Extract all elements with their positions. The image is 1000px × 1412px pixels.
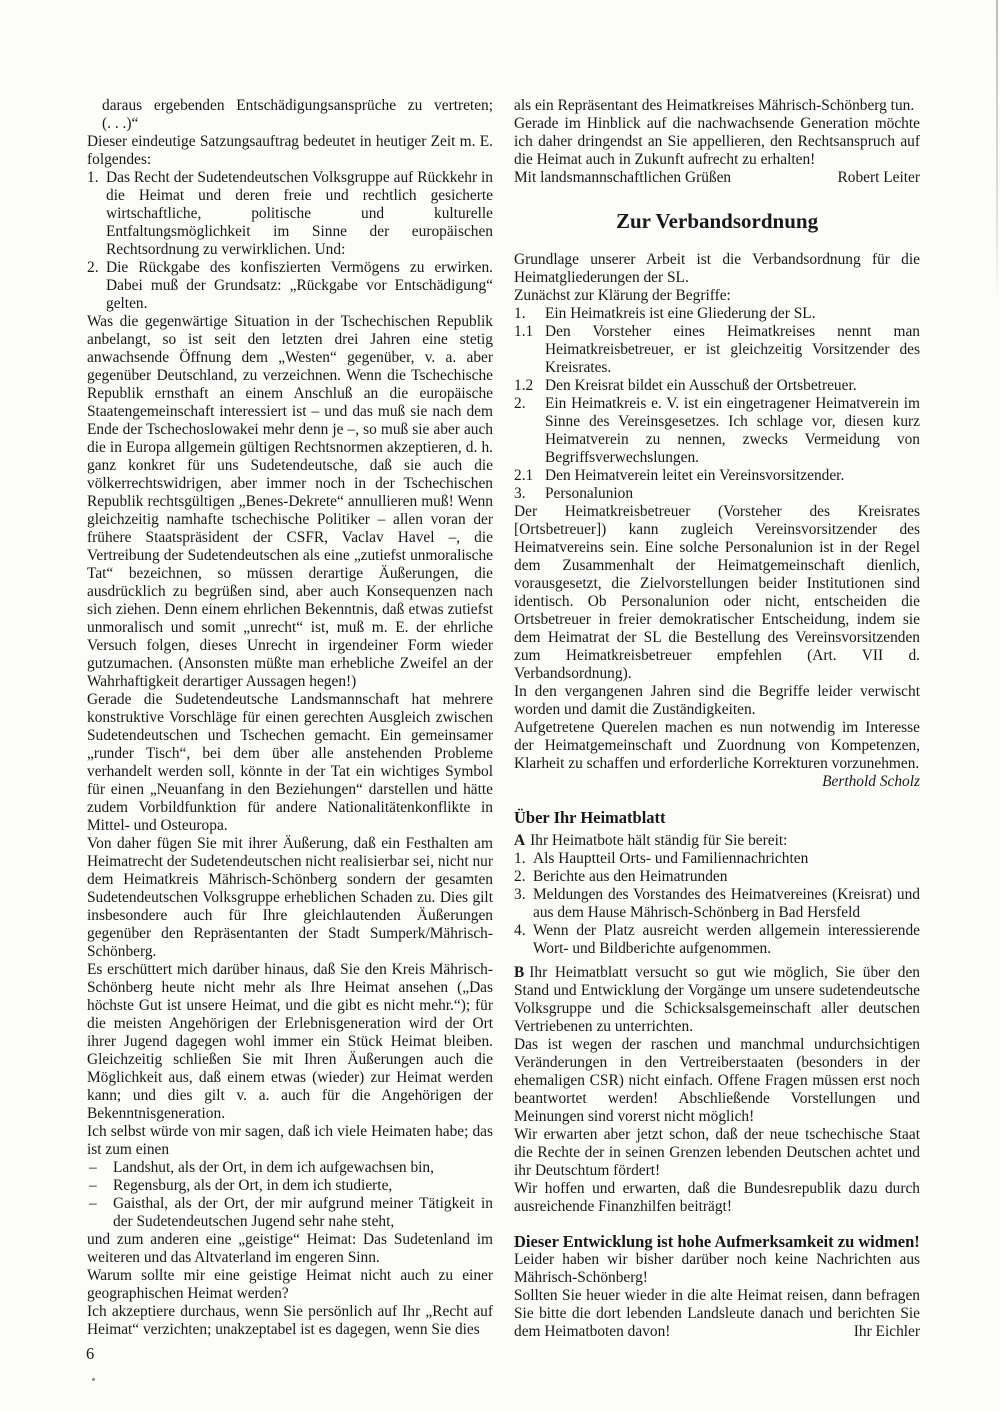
list-item-text: Landshut, als der Ort, in dem ich aufgewachsen bin, <box>113 1159 434 1176</box>
paragraph-vondaher: Von daher fügen Sie mit ihrer Äußerung, daß ein Festhalten am Heimatrecht der Sudetendeutschen nicht realisierbar sei, nicht nur dem Heimatkreis Mährisch-Schönberg sondern der gesamten Sudetendeutschen Volksgruppe erheblichen Schaden zu. Dies gilt insbesondere auch für Ihre gleichlautenden Äußerungen gegenüber den Repräsentanten der Stadt Sumperk/Mährisch-Schönberg. <box>87 835 493 960</box>
list-item-text: Den Heimatverein leitet ein Vereinsvorsitzender. <box>545 467 845 484</box>
list-marker: 1. <box>87 169 99 186</box>
list-item-text: Meldungen des Vorstandes des Heimatvereines (Kreisrat) und aus dem Hause Mährisch-Schönberg in Bad Hersfeld <box>533 886 920 921</box>
paragraph-erwarten: Wir erwarten aber jetzt schon, daß der neue tschechische Staat die Rechte der in seinen Grenzen lebenden Deutschen achtet und ihr Deutschtum fördert! <box>514 1126 920 1179</box>
list-marker: 2. <box>514 868 526 885</box>
paragraph-erschuettert: Es erschüttert mich darüber hinaus, daß Sie den Kreis Mährisch-Schönberg heute nicht mehr als Ihre Heimat ansehen („Das höchste Gut ist unsere Heimat, und die gibt es nicht mehr.“); für die meisten Angehörigen der Erlebnisgeneration wird der Ort ihrer Jugend dagegen wohl immer ein Stück Heimat bleiben. Gleichzeitig schließen Sie mit Ihren Äußerungen auch die Möglichkeit aus, daß einem etwas (wieder) zur Heimat werden kann; und dies gilt v. a. auch für die Angehörigen der Bekenntnisgeneration. <box>87 961 493 1122</box>
paragraph-ichselbst: Ich selbst würde von mir sagen, daß ich viele Heimaten habe; das ist zum einen <box>87 1123 493 1158</box>
list-marker: 1. <box>514 305 526 322</box>
list-item-text: Personalunion <box>545 485 634 502</box>
list-item-text: Ein Heimatkreis ist eine Gliederung der SL. <box>545 305 816 322</box>
list-marker: 1.2 <box>514 377 534 394</box>
list-marker: 2.1 <box>514 467 534 484</box>
paragraph-hoffen: Wir hoffen und erwarten, daß die Bundesrepublik dazu durch ausreichende Finanzhilfen beiträgt! <box>514 1180 920 1215</box>
list-marker: 2. <box>514 395 526 412</box>
section-heading-verbandsordnung: Zur Verbandsordnung <box>615 209 819 233</box>
signature-berthold-scholz: Berthold Scholz <box>822 773 920 790</box>
list-item-text: Regensburg, als der Ort, in dem ich studierte, <box>113 1177 393 1194</box>
paragraph-text: Ihr Heimatbote hält ständig für Sie bereit: <box>530 832 788 849</box>
list-item-text: Ein Heimatkreis e. V. ist ein eingetragener Heimatverein im Sinne des Vereinsgesetzes. Ich schlage vor, diesen kurz Heimatverein zu nennen, zwecks Vermeidung von Begriffsverwechslungen. <box>545 395 920 466</box>
paragraph-intro: Dieser eindeutige Satzungsauftrag bedeutet in heutiger Zeit m. E. folgendes: <box>87 133 493 168</box>
signature-robert-leiter: Robert Leiter <box>837 169 920 186</box>
dash-marker: – <box>89 1177 97 1194</box>
page-number: 6 <box>86 1344 95 1363</box>
list-marker: 1. <box>514 850 526 867</box>
paragraph-landsmannschaft: Gerade die Sudetendeutsche Landsmannschaft hat mehrere konstruktive Vorschläge für einen gerechten Ausgleich zwischen Sudetendeutschen und Tschechen gemacht. Ein gemeinsamer „runder Tisch“, bei dem über alle anstehenden Probleme verhandelt werden soll, könnte in der Tat ein wichtiges Symbol für einen „Neuanfang in den Beziehungen“ darstellen und hätte zudem Vorbildfunktion für andere Nationalitätenkonflikte in Mittel- und Osteuropa. <box>87 691 493 834</box>
numbered-list-item <box>514 323 920 377</box>
paragraph-sollten <box>514 1287 920 1341</box>
paragraph-situation: Was die gegenwärtige Situation in der Tschechischen Republik anbelangt, so ist seit den letzten drei Jahren eine stetig anwachsende Öffnung dem „Westen“ gegenüber, v. a. aber gegenüber Deutschland, zu verzeichnen. Wenn die Tschechische Republik ernsthaft an einem Anschluß an die europäische Staatengemeinschaft interessiert ist – und das muß sie nach dem Ende der Tschechoslowakei mehr denn je –, so muß sie aber auch die in Europa allgemein gültigen Rechtsnormen akzeptieren, d. h. ganz konkret für uns Sudetendeutsche, daß sie auch die völkerrechtswidrigen, aber immer noch in der Tschechischen Republik rechtsgültigen „Benes-Dekrete“ annullieren muß! Wenn gleichzeitig namhafte tschechische Politiker – allen voran der frühere Staatspräsident der CSFR, Vaclav Havel –, die Vertreibung der Sudetendeutschen als eine „zutiefst unmoralische Tat“ bezeichnen, so müssen derartige Äußerungen, die ausdrücklich zu begrüßen sind, aber auch Konsequenzen nach sich ziehen. Denn einem ehrlichen Bekenntnis, daß etwas zutiefst unmoralisch und somit „unrecht“ ist, muß m. E. der ehrliche Versuch folgen, dieses Unrecht in irgendeiner Form wieder gutzumachen. (Ansonsten müßte man erhebliche Zweifel an der Wahrhaftigkeit derartiger Aussagen hegen!) <box>87 313 493 690</box>
paragraph-warum: Warum sollte mir eine geistige Heimat nicht auch zu einer geographischen Heimat werden? <box>87 1267 493 1302</box>
right-text-column <box>514 97 920 1341</box>
numbered-list-item <box>514 922 920 958</box>
list-item-text: Den Vorsteher eines Heimatkreises nennt man Heimatkreisbetreuer, er ist gleichzeitig Vorsitzender des Kreisrates. <box>545 323 920 376</box>
numbered-list-item <box>514 868 920 886</box>
paragraph-section-b <box>514 964 920 1036</box>
numbered-list-item <box>514 467 920 485</box>
sub-heading-heimatblatt: Über Ihr Heimatblatt <box>514 808 666 827</box>
paragraph-repraesentant: als ein Repräsentant des Heimatkreises Mährisch-Schönberg tun. <box>514 97 915 114</box>
dash-marker: – <box>89 1195 97 1212</box>
numbered-list-item <box>87 259 493 313</box>
signature-ihr-eichler: Ihr Eichler <box>853 1323 920 1340</box>
numbered-list-item <box>514 305 920 323</box>
list-marker: 4. <box>514 922 526 939</box>
numbered-list-item <box>87 169 493 259</box>
list-item-text: Als Hauptteil Orts- und Familiennachrichten <box>533 850 809 867</box>
dash-list-item <box>87 1159 493 1177</box>
list-marker: 1.1 <box>514 323 534 340</box>
dash-marker: – <box>89 1159 97 1176</box>
paragraph-akzeptiere: Ich akzeptiere durchaus, wenn Sie persönlich auf Ihr „Recht auf Heimat“ verzichten; unakzeptabel ist es dagegen, wenn Sie dies <box>87 1303 493 1338</box>
paragraph-vergangene: In den vergangenen Jahren sind die Begriffe leider verwischt worden und damit die Zuständigkeiten. <box>514 683 920 718</box>
numbered-list-item <box>514 886 920 922</box>
scan-artifact-dot <box>92 1378 95 1381</box>
list-item-text: Wenn der Platz ausreicht werden allgemein interessierende Wort- und Bildberichte aufgenommen. <box>533 922 920 957</box>
dash-list-item <box>87 1195 493 1231</box>
list-item-text: Das Recht der Sudetendeutschen Volksgruppe auf Rückkehr in die Heimat und deren freie und rechtlich gesicherte wirtschaftliche, politische und kulturelle Entfaltungsmöglichkeit im Sinne der europäischen Rechtsordnung zu verwirklichen. Und: <box>106 169 493 258</box>
paragraph-hinblick: Gerade im Hinblick auf die nachwachsende Generation möchte ich daher dringendst an Sie appellieren, den Rechtsanspruch auf die Heimat auch in Zukunft aufrecht zu erhalten! <box>514 115 920 168</box>
paragraph-leider: Leider haben wir bisher darüber noch keine Nachrichten aus Mährisch-Schönberg! <box>514 1251 920 1286</box>
paragraph-text: Aufgetretene Querelen machen es nun notwendig im Interesse der Heimatgemeinschaft und Zuordnung von Kompetenzen, Klarheit zu schaffen und erforderliche Korrekturen vorzunehmen. <box>514 719 920 772</box>
paragraph-section-a <box>514 832 920 850</box>
paragraph-raschen: Das ist wegen der raschen und manchmal undurchsichtigen Veränderungen in den Vertreiberstaaten (besonders in der ehemaligen CSR) nicht einfach. Offene Fragen müssen erst noch beantwortet werden! Abschließende Vorstellungen und Meinungen sind vorerst nicht möglich! <box>514 1036 920 1125</box>
section-letter-b: B <box>514 964 525 981</box>
numbered-list-item <box>514 485 920 503</box>
sub-heading-entwicklung: Dieser Entwicklung ist hohe Aufmerksamkeit zu widmen! <box>514 1232 920 1251</box>
list-marker: 3. <box>514 886 526 903</box>
paragraph-querelen <box>514 719 920 791</box>
paragraph-text: Ihr Heimatblatt versucht so gut wie möglich, Sie über den Stand und Entwicklung der Vorgänge um unsere sudetendeutsche Volksgruppe und die Schicksalsgemeinschaft aller deutschen Vertriebenen zu unterrichten. <box>514 964 920 1035</box>
list-item-text: Die Rückgabe des konfiszierten Vermögens zu erwirken. Dabei muß der Grundsatz: „Rückgabe vor Entschädigung“ gelten. <box>106 259 493 312</box>
paragraph-text: Sollten Sie heuer wieder in die alte Heimat reisen, dann befragen Sie bitte die dort lebenden Landsleute danach und berichten Sie dem Heimatboten davon! <box>514 1287 920 1340</box>
paragraph-undzum: und zum anderen eine „geistige“ Heimat: Das Sudetenland im weiteren und das Altvaterland im engeren Sinn. <box>87 1231 493 1266</box>
left-text-column <box>87 97 493 1339</box>
scan-artifact-line <box>996 0 998 300</box>
paragraph-grundlage: Grundlage unserer Arbeit ist die Verbandsordnung für die Heimatgliederungen der SL. <box>514 251 920 286</box>
list-item-text: Den Kreisrat bildet ein Ausschuß der Ortsbetreuer. <box>545 377 857 394</box>
numbered-list-item <box>514 850 920 868</box>
numbered-list-item <box>514 395 920 467</box>
paragraph-zunaechst: Zunächst zur Klärung der Begriffe: <box>514 287 731 304</box>
list-item-text: Gaisthal, als der Ort, der mir aufgrund meiner Tätigkeit in der Sudetendeutschen Jugend sehr nahe steht, <box>113 1195 493 1230</box>
list-marker: 2. <box>87 259 99 276</box>
dash-list-item <box>87 1177 493 1195</box>
list-item-text: Berichte aus den Heimatrunden <box>533 868 728 885</box>
list-marker: 3. <box>514 485 526 502</box>
paragraph-personalunion: Der Heimatkreisbetreuer (Vorsteher des Kreisrates [Ortsbetreuer]) kann zugleich Vereinsvorsitzender des Heimatvereins sein. Eine solche Personalunion ist in der Regel dem Zusammenhalt der Heimatgemeinschaft dienlich, vorausgesetzt, die Zielvorstellungen beider Institutionen sind identisch. Ob Personalunion oder nicht, entscheiden die Ortsbetreuer in freier demokratischer Entscheidung, indem sie dem Heimatrat der SL die Bestellung des Vereinsvorsitzenden zum Heimatkreisbetreuer empfehlen (Art. VII d. Verbandsordnung). <box>514 503 920 682</box>
quote-continuation-end: (. . .)“ <box>102 115 139 132</box>
closing-text: Mit landsmannschaftlichen Grüßen <box>514 169 732 186</box>
quote-continuation-line: daraus ergebenden Entschädigungsansprüche zu vertreten; <box>102 97 493 114</box>
numbered-list-item <box>514 377 920 395</box>
section-letter-a: A <box>514 832 526 849</box>
letter-closing-line <box>514 169 920 187</box>
